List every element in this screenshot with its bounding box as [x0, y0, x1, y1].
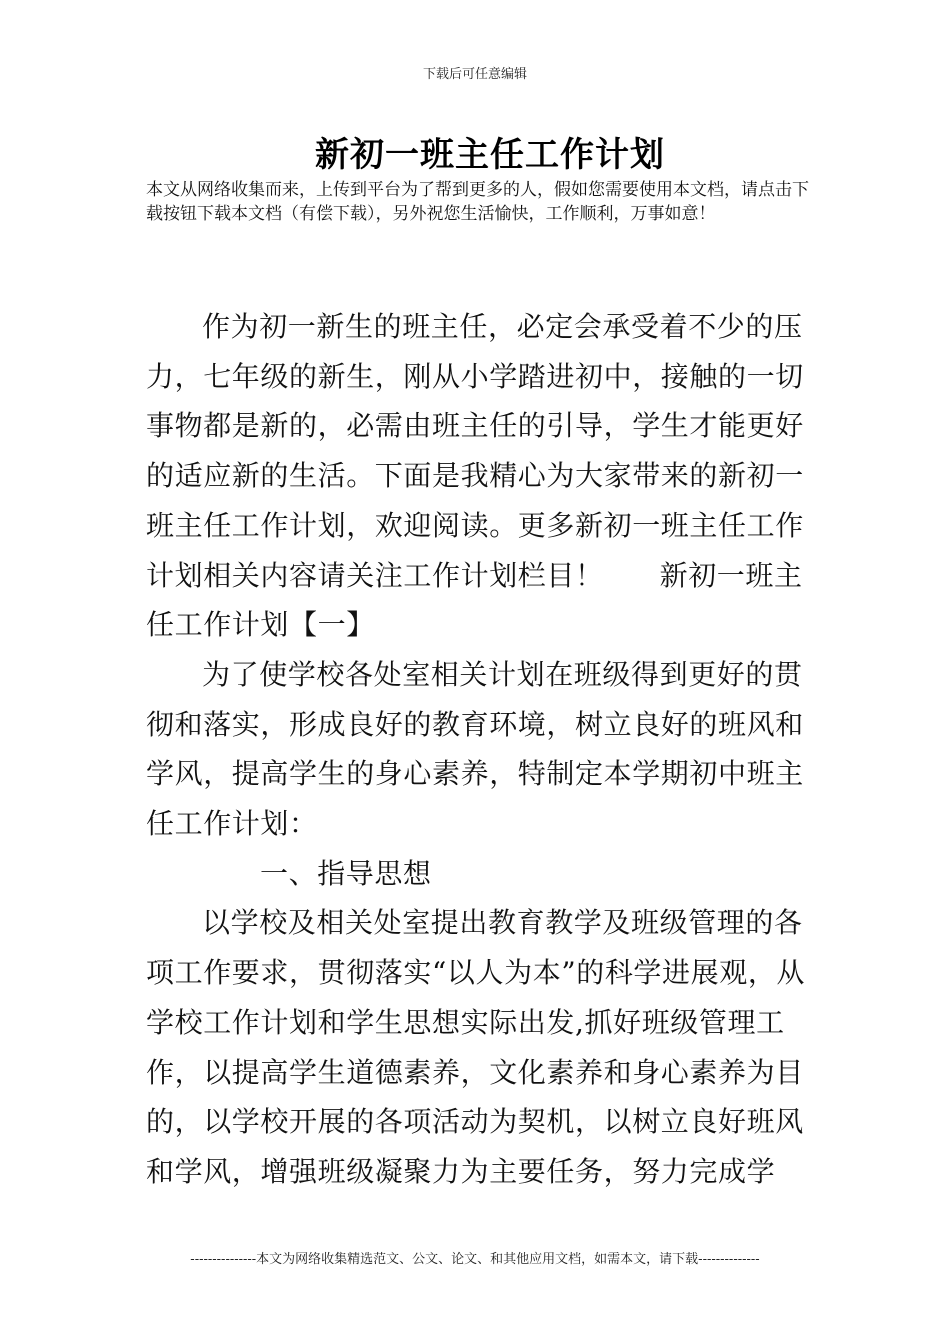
section-heading-guiding-thought: 一、指导思想 [260, 856, 432, 890]
intro-paragraph [146, 302, 811, 650]
intro-section-title: 新初一班主任工作计划【一】 [146, 558, 803, 642]
footer-note: ---------------本文为网络收集精选范文、公文、论文、和其他应用文档，如需本文，请下载-------------- [190, 1252, 760, 1267]
document-body [146, 302, 811, 1197]
purpose-paragraph: 为了使学校各处室相关计划在班级得到更好的贯彻和落实，形成良好的教育环境，树立良好的班风和学风，提高学生的身心素养，特制定本学期初中班主任工作计划： [146, 657, 804, 841]
header-note: 下载后可任意编辑 [422, 67, 527, 82]
guiding-paragraph: 以学校及相关处室提出教育教学及班级管理的各项工作要求，贯彻落实“以人为本”的科学进展观，从学校工作计划和学生思想实际出发,抓好班级管理工作，以提高学生道德素养，文化素养和身心素养为目的，以学校开展的各项活动为契机，以树立良好班风和学风，增强班级凝聚力为主要任务，努力完成学 [146, 906, 806, 1188]
download-disclaimer: 本文从网络收集而来，上传到平台为了帮到更多的人，假如您需要使用本文档，请点击下载按钮下载本文档（有偿下载），另外祝您生活愉快，工作顺利，万事如意！ [146, 180, 809, 224]
document-title: 新初一班主任工作计划 [315, 135, 665, 175]
intro-text: 作为初一新生的班主任，必定会承受着不少的压力，七年级的新生，刚从小学踏进初中，接触的一切事物都是新的，必需由班主任的引导，学生才能更好的适应新的生活。下面是我精心为大家带来的新初一班主任工作计划，欢迎阅读。更多新初一班主任工作计划相关内容请关注工作计划栏目！ [146, 310, 804, 592]
